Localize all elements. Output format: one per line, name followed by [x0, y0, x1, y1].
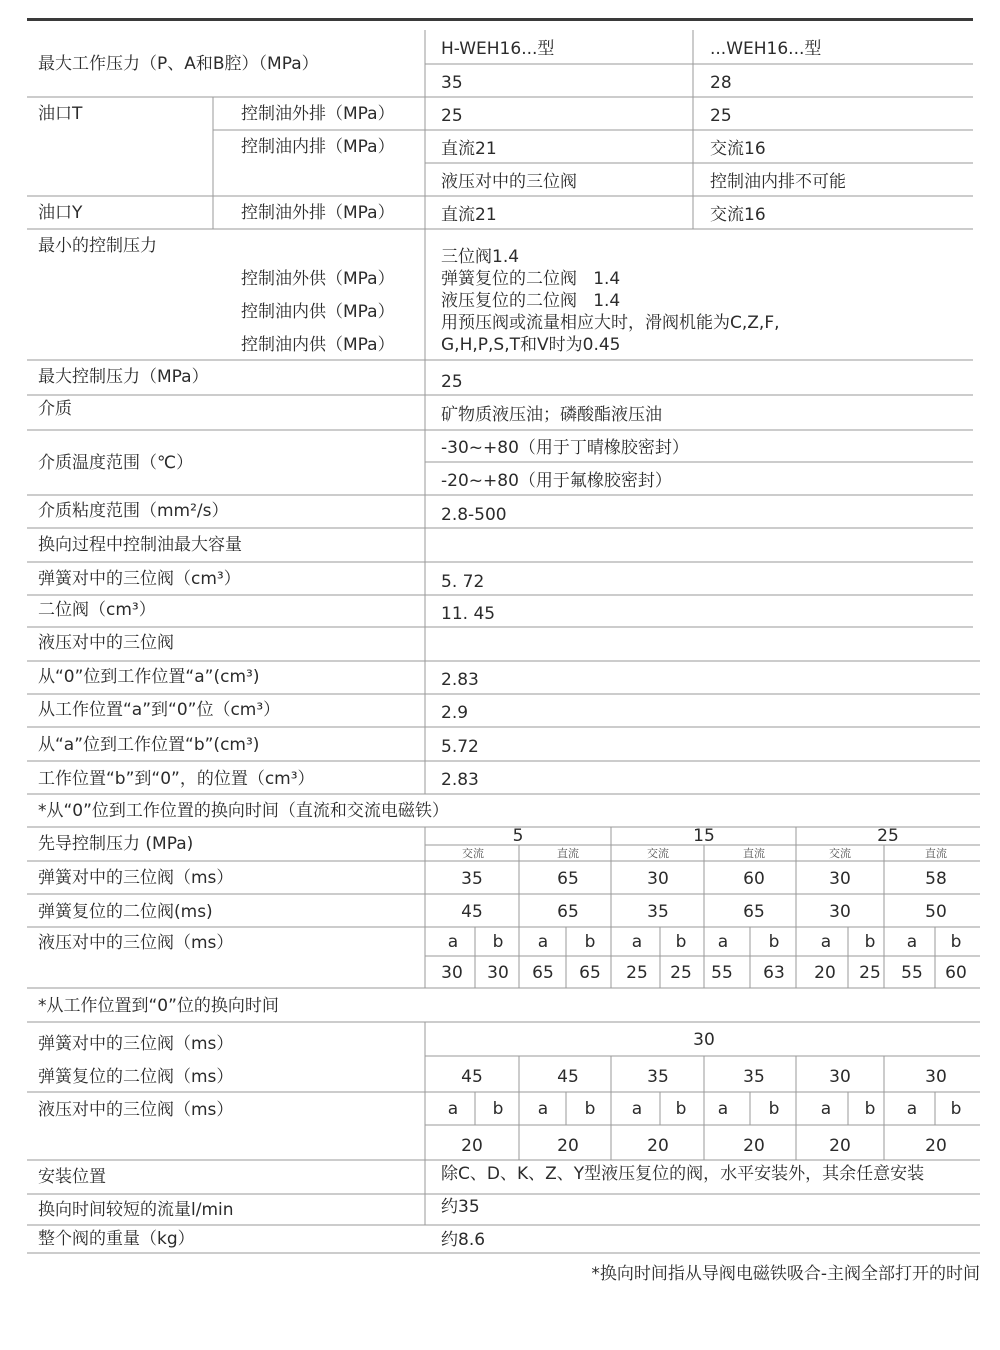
internal-drain-not-possible: 控制油内排不可能	[710, 172, 846, 192]
port-y-ext-label: 控制油外排（MPa）	[241, 203, 395, 223]
position-a-label: a	[906, 1099, 918, 1119]
model-plain-header: ...WEH16...型	[710, 39, 822, 59]
on-spring-centered-label: 弹簧对中的三位阀（ms）	[38, 868, 234, 888]
position-b-label: b	[950, 1099, 962, 1119]
model-h-header: H-WEH16...型	[441, 39, 555, 59]
max-pilot-pressure-label: 最大控制压力（MPa）	[38, 367, 209, 387]
position-a-label: a	[820, 1099, 832, 1119]
off-spring-return-value: 30	[829, 1067, 851, 1087]
min-pilot-pressure-desc: 三位阀1.4 弹簧复位的二位阀 1.4 液压复位的二位阀 1.4 用预压阀或流量相应大时，滑阀机能为C,Z,F, G,H,P,S,T和V时为0.45	[441, 247, 780, 355]
port-t-dc-value: 直流21	[441, 139, 497, 159]
position-a-label: a	[820, 932, 832, 952]
on-hydraulic-value: 60	[945, 963, 967, 983]
viscosity-label: 介质粘度范围（mm²/s）	[38, 501, 229, 521]
off-spring-return-value: 35	[743, 1067, 765, 1087]
off-spring-return-value: 45	[557, 1067, 579, 1087]
on-spring-centered-value: 60	[743, 869, 765, 889]
on-hydraulic-centered-label: 液压对中的三位阀（ms）	[38, 933, 234, 953]
port-t-ext-plain-value: 25	[710, 106, 732, 126]
port-t-ac-value: 交流16	[710, 139, 766, 159]
on-hydraulic-value: 25	[859, 963, 881, 983]
on-hydraulic-value: 55	[901, 963, 923, 983]
footnote: *换向时间指从导阀电磁铁吸合-主阀全部打开的时间	[591, 1264, 980, 1284]
a-to-b-value: 5.72	[441, 737, 479, 757]
off-hydraulic-value: 20	[647, 1136, 669, 1156]
off-spring-centered-label: 弹簧对中的三位阀（ms）	[38, 1034, 234, 1054]
current-type-header: 直流	[925, 847, 947, 860]
pilot-internal-drain-label: 控制油内排（MPa）	[241, 137, 395, 157]
pressure-header: 25	[877, 826, 899, 846]
on-hydraulic-value: 30	[487, 963, 509, 983]
on-hydraulic-value: 65	[532, 963, 554, 983]
off-hydraulic-value: 20	[925, 1136, 947, 1156]
position-a-label: a	[631, 1099, 643, 1119]
on-spring-return-value: 50	[925, 902, 947, 922]
on-spring-centered-value: 58	[925, 869, 947, 889]
position-b-label: b	[675, 1099, 687, 1119]
on-spring-centered-value: 65	[557, 869, 579, 889]
pressure-plain-value: 28	[710, 73, 732, 93]
position-b-label: b	[492, 932, 504, 952]
max-pilot-volume-label: 换向过程中控制油最大容量	[38, 535, 242, 555]
position-a-label: a	[537, 1099, 549, 1119]
on-hydraulic-value: 20	[814, 963, 836, 983]
position-b-label: b	[950, 932, 962, 952]
pressure-h-value: 35	[441, 73, 463, 93]
on-spring-return-value: 65	[557, 902, 579, 922]
flow-value: 约35	[441, 1197, 480, 1217]
current-type-header: 直流	[557, 847, 579, 860]
fluid-label: 介质	[38, 399, 72, 419]
port-t-ext-h-value: 25	[441, 106, 463, 126]
position-a-label: a	[537, 932, 549, 952]
spring-centered-volume-label: 弹簧对中的三位阀（cm³）	[38, 569, 241, 589]
fluid-temp-fkm: -20~+80（用于氟橡胶密封）	[441, 471, 672, 491]
hydraulic-centered-volume-label: 液压对中的三位阀	[38, 633, 174, 653]
position-b-label: b	[492, 1099, 504, 1119]
weight-value: 约8.6	[441, 1230, 486, 1250]
off-hydraulic-value: 20	[829, 1136, 851, 1156]
position-b-label: b	[864, 1099, 876, 1119]
spring-centered-volume-value: 5. 72	[441, 572, 485, 592]
current-type-header: 交流	[462, 847, 484, 860]
on-spring-centered-value: 30	[647, 869, 669, 889]
viscosity-value: 2.8-500	[441, 505, 507, 525]
fluid-temp-nbr: -30~+80（用于丁晴橡胶密封）	[441, 438, 689, 458]
on-spring-return-value: 35	[647, 902, 669, 922]
position-b-label: b	[584, 1099, 596, 1119]
min-pilot-pressure-label: 最小的控制压力	[38, 236, 157, 256]
position-b-label: b	[675, 932, 687, 952]
on-spring-return-value: 30	[829, 902, 851, 922]
off-spring-centered-value: 30	[693, 1030, 715, 1050]
off-hydraulic-value: 20	[461, 1136, 483, 1156]
b-to-zero-value: 2.83	[441, 770, 479, 790]
port-y-dc-value: 直流21	[441, 205, 497, 225]
current-type-header: 直流	[743, 847, 765, 860]
position-a-label: a	[717, 1099, 729, 1119]
pilot-int-supply-label-1: 控制油内供（MPa）	[241, 302, 395, 322]
on-spring-centered-value: 35	[461, 869, 483, 889]
on-hydraulic-value: 30	[441, 963, 463, 983]
max-pilot-pressure-value: 25	[441, 372, 463, 392]
fluid-value: 矿物质液压油；磷酸酯液压油	[441, 405, 662, 425]
zero-to-a-label: 从“0”位到工作位置“a”(cm³)	[38, 667, 260, 687]
pilot-ext-supply-label: 控制油外供（MPa）	[241, 269, 395, 289]
position-a-label: a	[447, 932, 459, 952]
on-spring-return-value: 45	[461, 902, 483, 922]
on-hydraulic-value: 65	[579, 963, 601, 983]
mounting-label: 安装位置	[38, 1167, 106, 1187]
current-type-header: 交流	[647, 847, 669, 860]
on-hydraulic-value: 25	[670, 963, 692, 983]
position-b-label: b	[864, 932, 876, 952]
port-y-label: 油口Y	[38, 203, 83, 223]
pressure-header: 5	[512, 826, 524, 846]
on-spring-return-label: 弹簧复位的二位阀(ms)	[38, 902, 213, 922]
position-b-label: b	[768, 932, 780, 952]
switching-off-title: *从工作位置到“0”位的换向时间	[38, 996, 279, 1016]
position-b-label: b	[768, 1099, 780, 1119]
b-to-zero-label: 工作位置“b”到“0”，的位置（cm³）	[38, 769, 315, 789]
position-b-label: b	[584, 932, 596, 952]
port-y-ac-value: 交流16	[710, 205, 766, 225]
on-spring-centered-value: 30	[829, 869, 851, 889]
on-hydraulic-value: 63	[763, 963, 785, 983]
two-pos-volume-value: 11. 45	[441, 604, 496, 624]
off-hydraulic-value: 20	[557, 1136, 579, 1156]
hydraulic-centered-note: 液压对中的三位阀	[441, 172, 577, 192]
a-to-zero-label: 从工作位置“a”到“0”位（cm³）	[38, 700, 281, 720]
a-to-b-label: 从“a”位到工作位置“b”(cm³)	[38, 735, 260, 755]
position-a-label: a	[631, 932, 643, 952]
off-spring-return-value: 35	[647, 1067, 669, 1087]
off-hydraulic-centered-label: 液压对中的三位阀（ms）	[38, 1100, 234, 1120]
off-spring-return-value: 45	[461, 1067, 483, 1087]
port-t-label: 油口T	[38, 104, 83, 124]
off-hydraulic-value: 20	[743, 1136, 765, 1156]
fluid-temp-label: 介质温度范围（℃）	[38, 453, 194, 473]
current-type-header: 交流	[829, 847, 851, 860]
on-hydraulic-value: 55	[711, 963, 733, 983]
two-pos-volume-label: 二位阀（cm³）	[38, 600, 156, 620]
pilot-int-supply-label-2: 控制油内供（MPa）	[241, 335, 395, 355]
mounting-value: 除C、D、K、Z、Y型液压复位的阀，水平安装外，其余任意安装	[441, 1164, 925, 1184]
switching-on-title: *从“0”位到工作位置的换向时间（直流和交流电磁铁）	[38, 801, 449, 821]
a-to-zero-value: 2.9	[441, 703, 469, 723]
off-spring-return-label: 弹簧复位的二位阀（ms）	[38, 1067, 234, 1087]
zero-to-a-value: 2.83	[441, 670, 479, 690]
pressure-header: 15	[693, 826, 715, 846]
pilot-pressure-label: 先导控制压力 (MPa)	[38, 834, 194, 854]
max-working-pressure-label: 最大工作压力（P、A和B腔）（MPa）	[38, 54, 319, 74]
position-a-label: a	[447, 1099, 459, 1119]
on-spring-return-value: 65	[743, 902, 765, 922]
position-a-label: a	[717, 932, 729, 952]
position-a-label: a	[906, 932, 918, 952]
flow-label: 换向时间较短的流量l/min	[38, 1200, 234, 1220]
on-hydraulic-value: 25	[626, 963, 648, 983]
pilot-external-drain-label: 控制油外排（MPa）	[241, 104, 395, 124]
weight-label: 整个阀的重量（kg）	[38, 1229, 195, 1249]
off-spring-return-value: 30	[925, 1067, 947, 1087]
